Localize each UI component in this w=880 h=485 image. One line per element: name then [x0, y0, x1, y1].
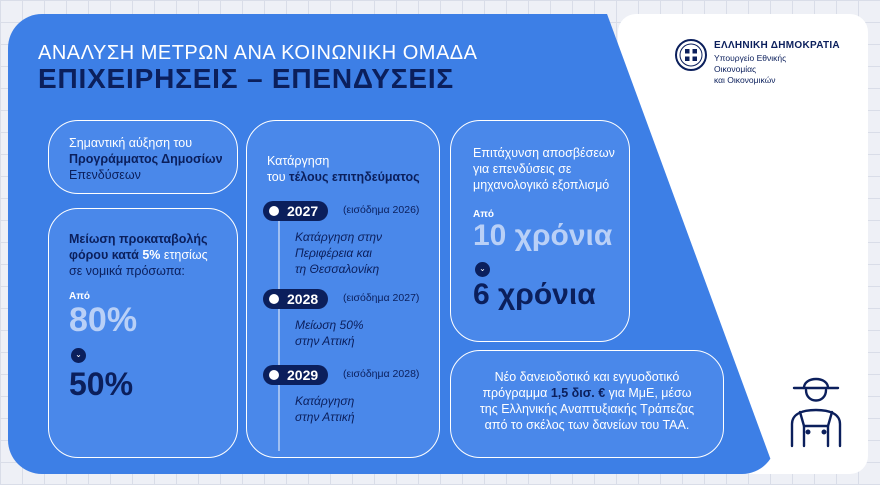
timeline-note: (εισόδημα 2026) — [343, 204, 420, 216]
timeline-note: (εισόδημα 2028) — [343, 368, 420, 380]
business-fee-line2-a: του — [267, 170, 290, 184]
card-business-fee — [246, 120, 440, 458]
card-tax-prepayment — [48, 208, 238, 458]
card-public-investments — [48, 120, 238, 194]
prepayment-line2 — [69, 247, 237, 263]
logo-ministry — [714, 53, 824, 86]
prepayment-highlight: 5% — [142, 248, 161, 262]
prepayment-to-value: 50% — [69, 365, 134, 402]
timeline-year: 2029 — [287, 367, 319, 383]
depreciation-line2: για επενδύσεις σε — [473, 162, 572, 176]
prepayment-line2-bold: φόρου κατά — [69, 248, 143, 262]
prepayment-line3: σε νομικά πρόσωπα: — [69, 264, 185, 278]
timeline-dot-icon — [269, 206, 279, 216]
loan-amount: 1,5 δισ. € — [550, 386, 606, 400]
timeline-pill-2027 — [263, 201, 328, 221]
timeline-pill-2028 — [263, 289, 328, 309]
business-fee-line2 — [267, 169, 420, 185]
prepayment-line2-rest: ετησίως — [160, 248, 208, 262]
timeline-desc-2027 — [295, 229, 382, 277]
page-subtitle: ΑΝΑΛΥΣΗ ΜΕΤΡΩΝ ΑΝΑ ΚΟΙΝΩΝΙΚΗ ΟΜΑΔΑ — [38, 42, 478, 64]
prepayment-from-value: 80% — [69, 301, 138, 339]
business-fee-line1: Κατάργηση — [267, 154, 330, 168]
loan-line3: της Ελληνικής Αναπτυξιακής Τράπεζας — [479, 402, 695, 416]
card-investments-line3: Επενδύσεων — [69, 168, 141, 182]
prepayment-line1: Μείωση προκαταβολής — [69, 232, 208, 246]
loan-line1: Νέο δανειοδοτικό και εγγυοδοτικό — [494, 370, 680, 384]
chevron-down-icon: ⌄ — [71, 348, 86, 363]
card-depreciation — [450, 120, 630, 342]
loan-line2 — [451, 385, 723, 401]
logo-ministry-line2: και Οικονομικών — [714, 75, 776, 85]
timeline-desc-line: τη Θεσσαλονίκη — [295, 262, 380, 276]
timeline-year: 2028 — [287, 291, 319, 307]
timeline-desc-line: Κατάργηση — [295, 394, 355, 408]
card-investments-line2: Προγράμματος Δημοσίων — [69, 152, 223, 166]
chevron-down-icon: ⌄ — [475, 262, 490, 277]
timeline-desc-line: Μείωση 50% — [295, 318, 364, 332]
loan-line2-c: για ΜμΕ, μέσω — [605, 386, 692, 400]
timeline-dot-icon — [269, 370, 279, 380]
depreciation-from-label: Από — [473, 209, 494, 220]
timeline-desc-2028 — [295, 317, 364, 349]
logo-name: ΕΛΛΗΝΙΚΗ ΔΗΜΟΚΡΑΤΙΑ — [714, 40, 840, 51]
timeline-desc-line: στην Αττική — [295, 410, 355, 424]
prepayment-from-label: Από — [69, 291, 90, 302]
greek-emblem-icon — [674, 38, 708, 72]
timeline-dot-icon — [269, 294, 279, 304]
page-title: ΕΠΙΧΕΙΡΗΣΕΙΣ – ΕΠΕΝΔΥΣΕΙΣ — [38, 63, 455, 94]
timeline-line — [278, 219, 280, 451]
timeline-desc-line: Κατάργηση στην — [295, 230, 383, 244]
business-fee-line2-b: τέλους επιτηδεύματος — [289, 170, 420, 184]
card-loan-program — [450, 350, 724, 458]
loan-line4: από το σκέλος των δανείων του ΤΑΑ. — [484, 418, 690, 432]
depreciation-to-value: 6 χρόνια — [473, 277, 596, 311]
card-investments-line1: Σημαντική αύξηση του — [69, 136, 193, 150]
depreciation-line3: μηχανολογικό εξοπλισμό — [473, 178, 610, 192]
timeline-desc-2029 — [295, 393, 355, 425]
logo-ministry-line1: Υπουργείο Εθνικής Οικονομίας — [714, 53, 787, 74]
depreciation-line1: Επιτάχυνση αποσβέσεων — [473, 146, 615, 160]
loan-line2-a: πρόγραμμα — [482, 386, 551, 400]
timeline-pill-2029 — [263, 365, 328, 385]
farmer-icon — [786, 368, 846, 448]
timeline-note: (εισόδημα 2027) — [343, 292, 420, 304]
depreciation-from-value: 10 χρόνια — [473, 219, 613, 252]
timeline-year: 2027 — [287, 203, 319, 219]
timeline-desc-line: στην Αττική — [295, 334, 355, 348]
timeline-desc-line: Περιφέρεια και — [295, 246, 372, 260]
